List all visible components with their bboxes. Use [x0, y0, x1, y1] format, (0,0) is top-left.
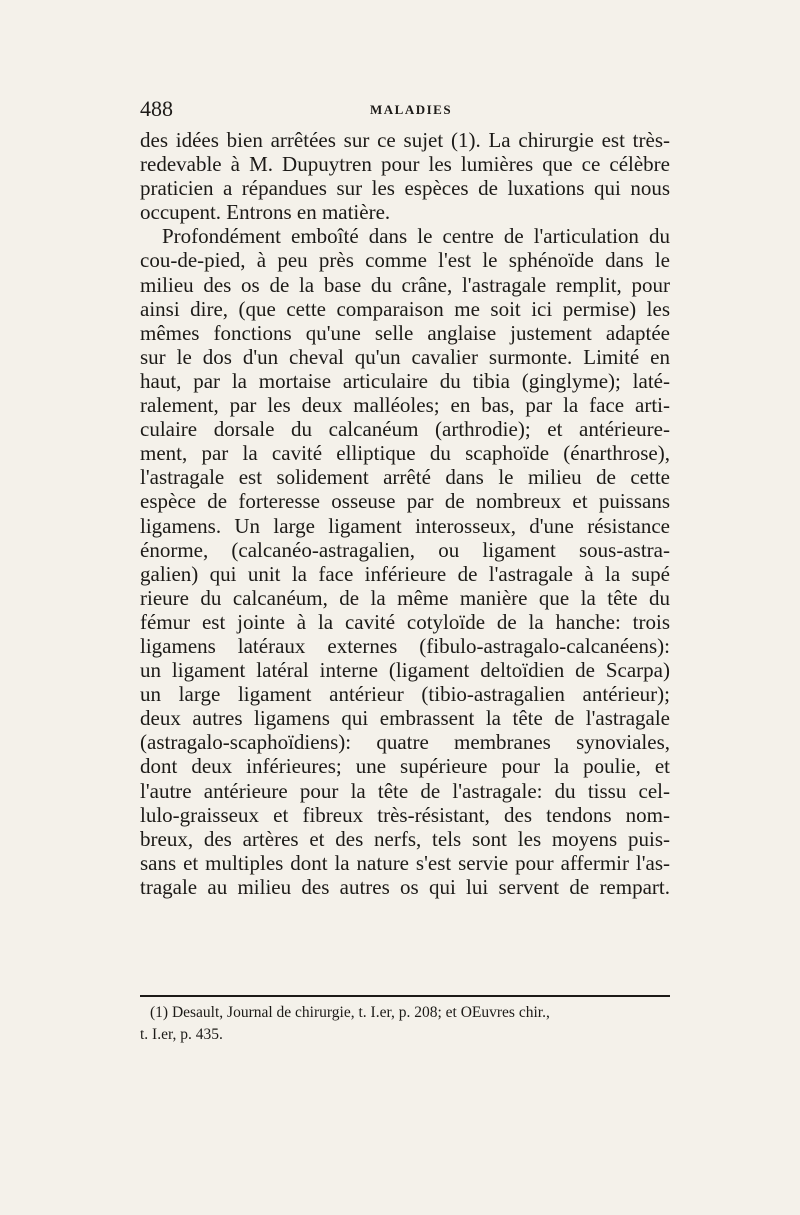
text-line: culaire dorsale du calcanéum (arthrodie); et antérieure- — [140, 417, 670, 442]
text-line: ment, par la cavité elliptique du scaphoïde (énarthrose), — [140, 441, 670, 466]
text-line: praticien a répandues sur les espèces de luxations qui nous — [140, 176, 670, 201]
text-line: espèce de forteresse osseuse par de nombreux et puissans — [140, 489, 670, 514]
text-line: tragale au milieu des autres os qui lui servent de rempart. — [140, 874, 670, 899]
text-line: ralement, par les deux malléoles; en bas, par la face arti- — [140, 393, 670, 418]
text-line: redevable à M. Dupuytren pour les lumières que ce célèbre — [140, 152, 670, 177]
footnote-line: t. I.er, p. 435. — [140, 1026, 223, 1043]
text-line: deux autres ligamens qui embrassent la tête de l'astragale — [140, 706, 670, 731]
text-line: un ligament latéral interne (ligament deltoïdien de Scarpa) — [140, 658, 670, 683]
text-line: ainsi dire, (que cette comparaison me soit ici permise) les — [140, 296, 670, 321]
text-line: occupent. Entrons en matière. — [140, 200, 391, 225]
text-line: un large ligament antérieur (tibio-astragalien antérieur); — [140, 682, 670, 707]
text-line: des idées bien arrêtées sur ce sujet (1). La chirurgie est très- — [140, 128, 670, 152]
text-line: lulo-graisseux et fibreux très-résistant, des tendons nom- — [140, 802, 670, 827]
footnote-rule — [140, 995, 670, 997]
text-line: (astragalo-scaphoïdiens): quatre membranes synoviales, — [140, 730, 670, 755]
text-line: l'astragale est solidement arrêté dans le milieu de cette — [140, 465, 670, 490]
text-line: sur le dos d'un cheval qu'un cavalier surmonte. Limité en — [140, 344, 670, 369]
text-line: cou-de-pied, à peu près comme l'est le sphénoïde dans le — [140, 248, 670, 273]
text-line: dont deux inférieures; une supérieure pour la poulie, et — [140, 754, 670, 779]
text-line: ligamens. Un large ligament interosseux, d'une résistance — [140, 513, 670, 538]
page-header — [140, 96, 670, 126]
text-line: mêmes fonctions qu'une selle anglaise justement adaptée — [140, 320, 670, 345]
text-line: breux, des artères et des nerfs, tels sont les moyens puis- — [140, 826, 670, 851]
text-line: ligamens latéraux externes (fibulo-astragalo-calcanéens): — [140, 633, 670, 658]
text-line: l'autre antérieure pour la tête de l'astragale: du tissu cel- — [140, 778, 670, 803]
running-head: MALADIES — [370, 102, 453, 117]
text-line: fémur est jointe à la cavité cotyloïde de la hanche: trois — [140, 609, 670, 634]
text-line: Profondément emboîté dans le centre de l'articulation du — [162, 224, 670, 249]
text-line: galien) qui unit la face inférieure de l'astragale à la supé — [140, 561, 670, 586]
page-number: 488 — [140, 96, 173, 121]
footnotes — [140, 1002, 670, 1046]
footnote-line: (1) Desault, Journal de chirurgie, t. I.er, p. 208; et OEuvres chir., — [150, 1004, 550, 1021]
text-line: rieure du calcanéum, de la même manière que la tête du — [140, 585, 670, 610]
text-line: énorme, (calcanéo-astragalien, ou ligament sous-astra- — [140, 537, 670, 562]
text-line: haut, par la mortaise articulaire du tibia (ginglyme); laté- — [140, 368, 670, 393]
text-line: milieu des os de la base du crâne, l'astragale remplit, pour — [140, 272, 670, 297]
text-line: sans et multiples dont la nature s'est servie pour affermir l'as- — [140, 850, 670, 875]
body-text — [140, 128, 670, 899]
